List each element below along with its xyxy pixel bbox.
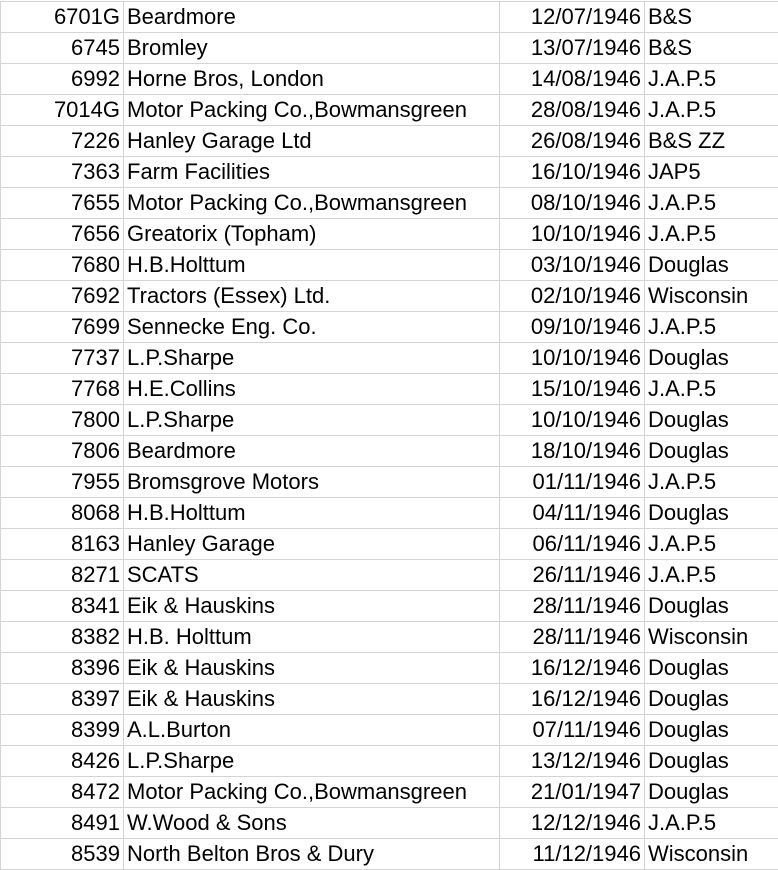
serial-number-cell[interactable]: 7656 [1, 219, 124, 250]
customer-name-cell[interactable]: Eik & Hauskins [124, 653, 500, 684]
date-cell[interactable]: 14/08/1946 [500, 64, 645, 95]
engine-cell[interactable]: Douglas [645, 684, 778, 715]
customer-name-cell[interactable]: H.B.Holttum [124, 498, 500, 529]
serial-number-cell[interactable]: 7699 [1, 312, 124, 343]
engine-cell[interactable]: J.A.P.5 [645, 219, 778, 250]
engine-cell[interactable]: Wisconsin [645, 622, 778, 653]
serial-number-cell[interactable]: 8397 [1, 684, 124, 715]
engine-cell[interactable]: Wisconsin [645, 281, 778, 312]
serial-number-cell[interactable]: 8472 [1, 777, 124, 808]
engine-cell[interactable]: B&S [645, 2, 778, 33]
serial-number-cell[interactable]: 7363 [1, 157, 124, 188]
date-cell[interactable]: 11/12/1946 [500, 839, 645, 870]
customer-name-cell[interactable]: Motor Packing Co.,Bowmansgreen [124, 777, 500, 808]
spreadsheet-grid [0, 1, 778, 870]
date-cell[interactable]: 16/12/1946 [500, 684, 645, 715]
date-cell[interactable]: 18/10/1946 [500, 436, 645, 467]
table-row [1, 715, 778, 746]
date-cell[interactable]: 09/10/1946 [500, 312, 645, 343]
serial-number-cell[interactable]: 8163 [1, 529, 124, 560]
customer-name-cell[interactable]: Eik & Hauskins [124, 591, 500, 622]
engine-cell[interactable]: Douglas [645, 653, 778, 684]
serial-number-cell[interactable]: 6992 [1, 64, 124, 95]
table-row [1, 436, 778, 467]
table-row [1, 529, 778, 560]
date-cell[interactable]: 01/11/1946 [500, 467, 645, 498]
serial-number-cell[interactable]: 8539 [1, 839, 124, 870]
customer-name-cell[interactable]: Motor Packing Co.,Bowmansgreen [124, 188, 500, 219]
date-cell[interactable]: 04/11/1946 [500, 498, 645, 529]
engine-cell[interactable]: J.A.P.5 [645, 374, 778, 405]
table-row [1, 746, 778, 777]
customer-name-cell[interactable]: Beardmore [124, 2, 500, 33]
table-row [1, 2, 778, 33]
customer-name-cell[interactable]: Hanley Garage Ltd [124, 126, 500, 157]
table-row [1, 405, 778, 436]
serial-number-cell[interactable]: 8396 [1, 653, 124, 684]
engine-cell[interactable]: J.A.P.5 [645, 312, 778, 343]
serial-number-cell[interactable]: 8068 [1, 498, 124, 529]
customer-name-cell[interactable]: Greatorix (Topham) [124, 219, 500, 250]
engine-cell[interactable]: B&S ZZ [645, 126, 778, 157]
serial-number-cell[interactable]: 7806 [1, 436, 124, 467]
engine-cell[interactable]: JAP5 [645, 157, 778, 188]
customer-name-cell[interactable]: Beardmore [124, 436, 500, 467]
table-row [1, 126, 778, 157]
customer-name-cell[interactable]: Tractors (Essex) Ltd. [124, 281, 500, 312]
date-cell[interactable]: 16/12/1946 [500, 653, 645, 684]
table-row [1, 95, 778, 126]
table-row [1, 312, 778, 343]
customer-name-cell[interactable]: L.P.Sharpe [124, 405, 500, 436]
customer-name-cell[interactable]: Bromley [124, 33, 500, 64]
customer-name-cell[interactable]: Sennecke Eng. Co. [124, 312, 500, 343]
table-row [1, 839, 778, 870]
date-cell[interactable]: 08/10/1946 [500, 188, 645, 219]
table-row [1, 374, 778, 405]
table-row [1, 560, 778, 591]
spreadsheet-body [1, 2, 778, 870]
date-cell[interactable]: 10/10/1946 [500, 219, 645, 250]
engine-cell[interactable]: Wisconsin [645, 839, 778, 870]
serial-number-cell[interactable]: 7014G [1, 95, 124, 126]
customer-name-cell[interactable]: Hanley Garage [124, 529, 500, 560]
customer-name-cell[interactable]: L.P.Sharpe [124, 343, 500, 374]
engine-cell[interactable]: Douglas [645, 715, 778, 746]
table-row [1, 498, 778, 529]
date-cell[interactable]: 16/10/1946 [500, 157, 645, 188]
serial-number-cell[interactable]: 8426 [1, 746, 124, 777]
table-row [1, 250, 778, 281]
serial-number-cell[interactable]: 7955 [1, 467, 124, 498]
table-row [1, 157, 778, 188]
date-cell[interactable]: 10/10/1946 [500, 343, 645, 374]
customer-name-cell[interactable]: Eik & Hauskins [124, 684, 500, 715]
table-row [1, 281, 778, 312]
engine-cell[interactable]: Douglas [645, 746, 778, 777]
customer-name-cell[interactable]: H.B. Holttum [124, 622, 500, 653]
serial-number-cell[interactable]: 8341 [1, 591, 124, 622]
customer-name-cell[interactable]: L.P.Sharpe [124, 746, 500, 777]
date-cell[interactable]: 28/11/1946 [500, 591, 645, 622]
table-row [1, 64, 778, 95]
table-row [1, 622, 778, 653]
serial-number-cell[interactable]: 7737 [1, 343, 124, 374]
date-cell[interactable]: 28/11/1946 [500, 622, 645, 653]
engine-cell[interactable]: J.A.P.5 [645, 560, 778, 591]
table-row [1, 467, 778, 498]
engine-cell[interactable]: J.A.P.5 [645, 529, 778, 560]
table-row [1, 591, 778, 622]
date-cell[interactable]: 12/07/1946 [500, 2, 645, 33]
engine-cell[interactable]: Douglas [645, 250, 778, 281]
engine-cell[interactable]: Douglas [645, 498, 778, 529]
engine-cell[interactable]: Douglas [645, 591, 778, 622]
serial-number-cell[interactable]: 8271 [1, 560, 124, 591]
table-row [1, 777, 778, 808]
date-cell[interactable]: 28/08/1946 [500, 95, 645, 126]
customer-name-cell[interactable]: SCATS [124, 560, 500, 591]
serial-number-cell[interactable]: 6745 [1, 33, 124, 64]
engine-cell[interactable]: Douglas [645, 405, 778, 436]
engine-cell[interactable]: J.A.P.5 [645, 95, 778, 126]
engine-cell[interactable]: Douglas [645, 343, 778, 374]
table-row [1, 188, 778, 219]
serial-number-cell[interactable]: 6701G [1, 2, 124, 33]
engine-cell[interactable]: B&S [645, 33, 778, 64]
customer-name-cell[interactable]: A.L.Burton [124, 715, 500, 746]
engine-cell[interactable]: Douglas [645, 436, 778, 467]
serial-number-cell[interactable]: 7800 [1, 405, 124, 436]
serial-number-cell[interactable]: 8382 [1, 622, 124, 653]
customer-name-cell[interactable]: H.E.Collins [124, 374, 500, 405]
customer-name-cell[interactable]: Farm Facilities [124, 157, 500, 188]
table-row [1, 343, 778, 374]
serial-number-cell[interactable]: 8491 [1, 808, 124, 839]
serial-number-cell[interactable]: 7692 [1, 281, 124, 312]
customer-name-cell[interactable]: W.Wood & Sons [124, 808, 500, 839]
customer-name-cell[interactable]: Bromsgrove Motors [124, 467, 500, 498]
date-cell[interactable]: 13/12/1946 [500, 746, 645, 777]
customer-name-cell[interactable]: North Belton Bros & Dury [124, 839, 500, 870]
engine-cell[interactable]: Douglas [645, 777, 778, 808]
engine-cell[interactable]: J.A.P.5 [645, 467, 778, 498]
date-cell[interactable]: 21/01/1947 [500, 777, 645, 808]
table-row [1, 219, 778, 250]
serial-number-cell[interactable]: 7768 [1, 374, 124, 405]
date-cell[interactable]: 26/11/1946 [500, 560, 645, 591]
date-cell[interactable]: 07/11/1946 [500, 715, 645, 746]
date-cell[interactable]: 03/10/1946 [500, 250, 645, 281]
date-cell[interactable]: 15/10/1946 [500, 374, 645, 405]
serial-number-cell[interactable]: 7680 [1, 250, 124, 281]
engine-cell[interactable]: J.A.P.5 [645, 64, 778, 95]
date-cell[interactable]: 06/11/1946 [500, 529, 645, 560]
customer-name-cell[interactable]: Horne Bros, London [124, 64, 500, 95]
engine-cell[interactable]: J.A.P.5 [645, 188, 778, 219]
engine-cell[interactable]: J.A.P.5 [645, 808, 778, 839]
table-row [1, 33, 778, 64]
date-cell[interactable]: 12/12/1946 [500, 808, 645, 839]
date-cell[interactable]: 26/08/1946 [500, 126, 645, 157]
date-cell[interactable]: 13/07/1946 [500, 33, 645, 64]
date-cell[interactable]: 02/10/1946 [500, 281, 645, 312]
table-row [1, 653, 778, 684]
serial-number-cell[interactable]: 7226 [1, 126, 124, 157]
customer-name-cell[interactable]: H.B.Holttum [124, 250, 500, 281]
date-cell[interactable]: 10/10/1946 [500, 405, 645, 436]
table-row [1, 684, 778, 715]
table-row [1, 808, 778, 839]
serial-number-cell[interactable]: 8399 [1, 715, 124, 746]
customer-name-cell[interactable]: Motor Packing Co.,Bowmansgreen [124, 95, 500, 126]
serial-number-cell[interactable]: 7655 [1, 188, 124, 219]
